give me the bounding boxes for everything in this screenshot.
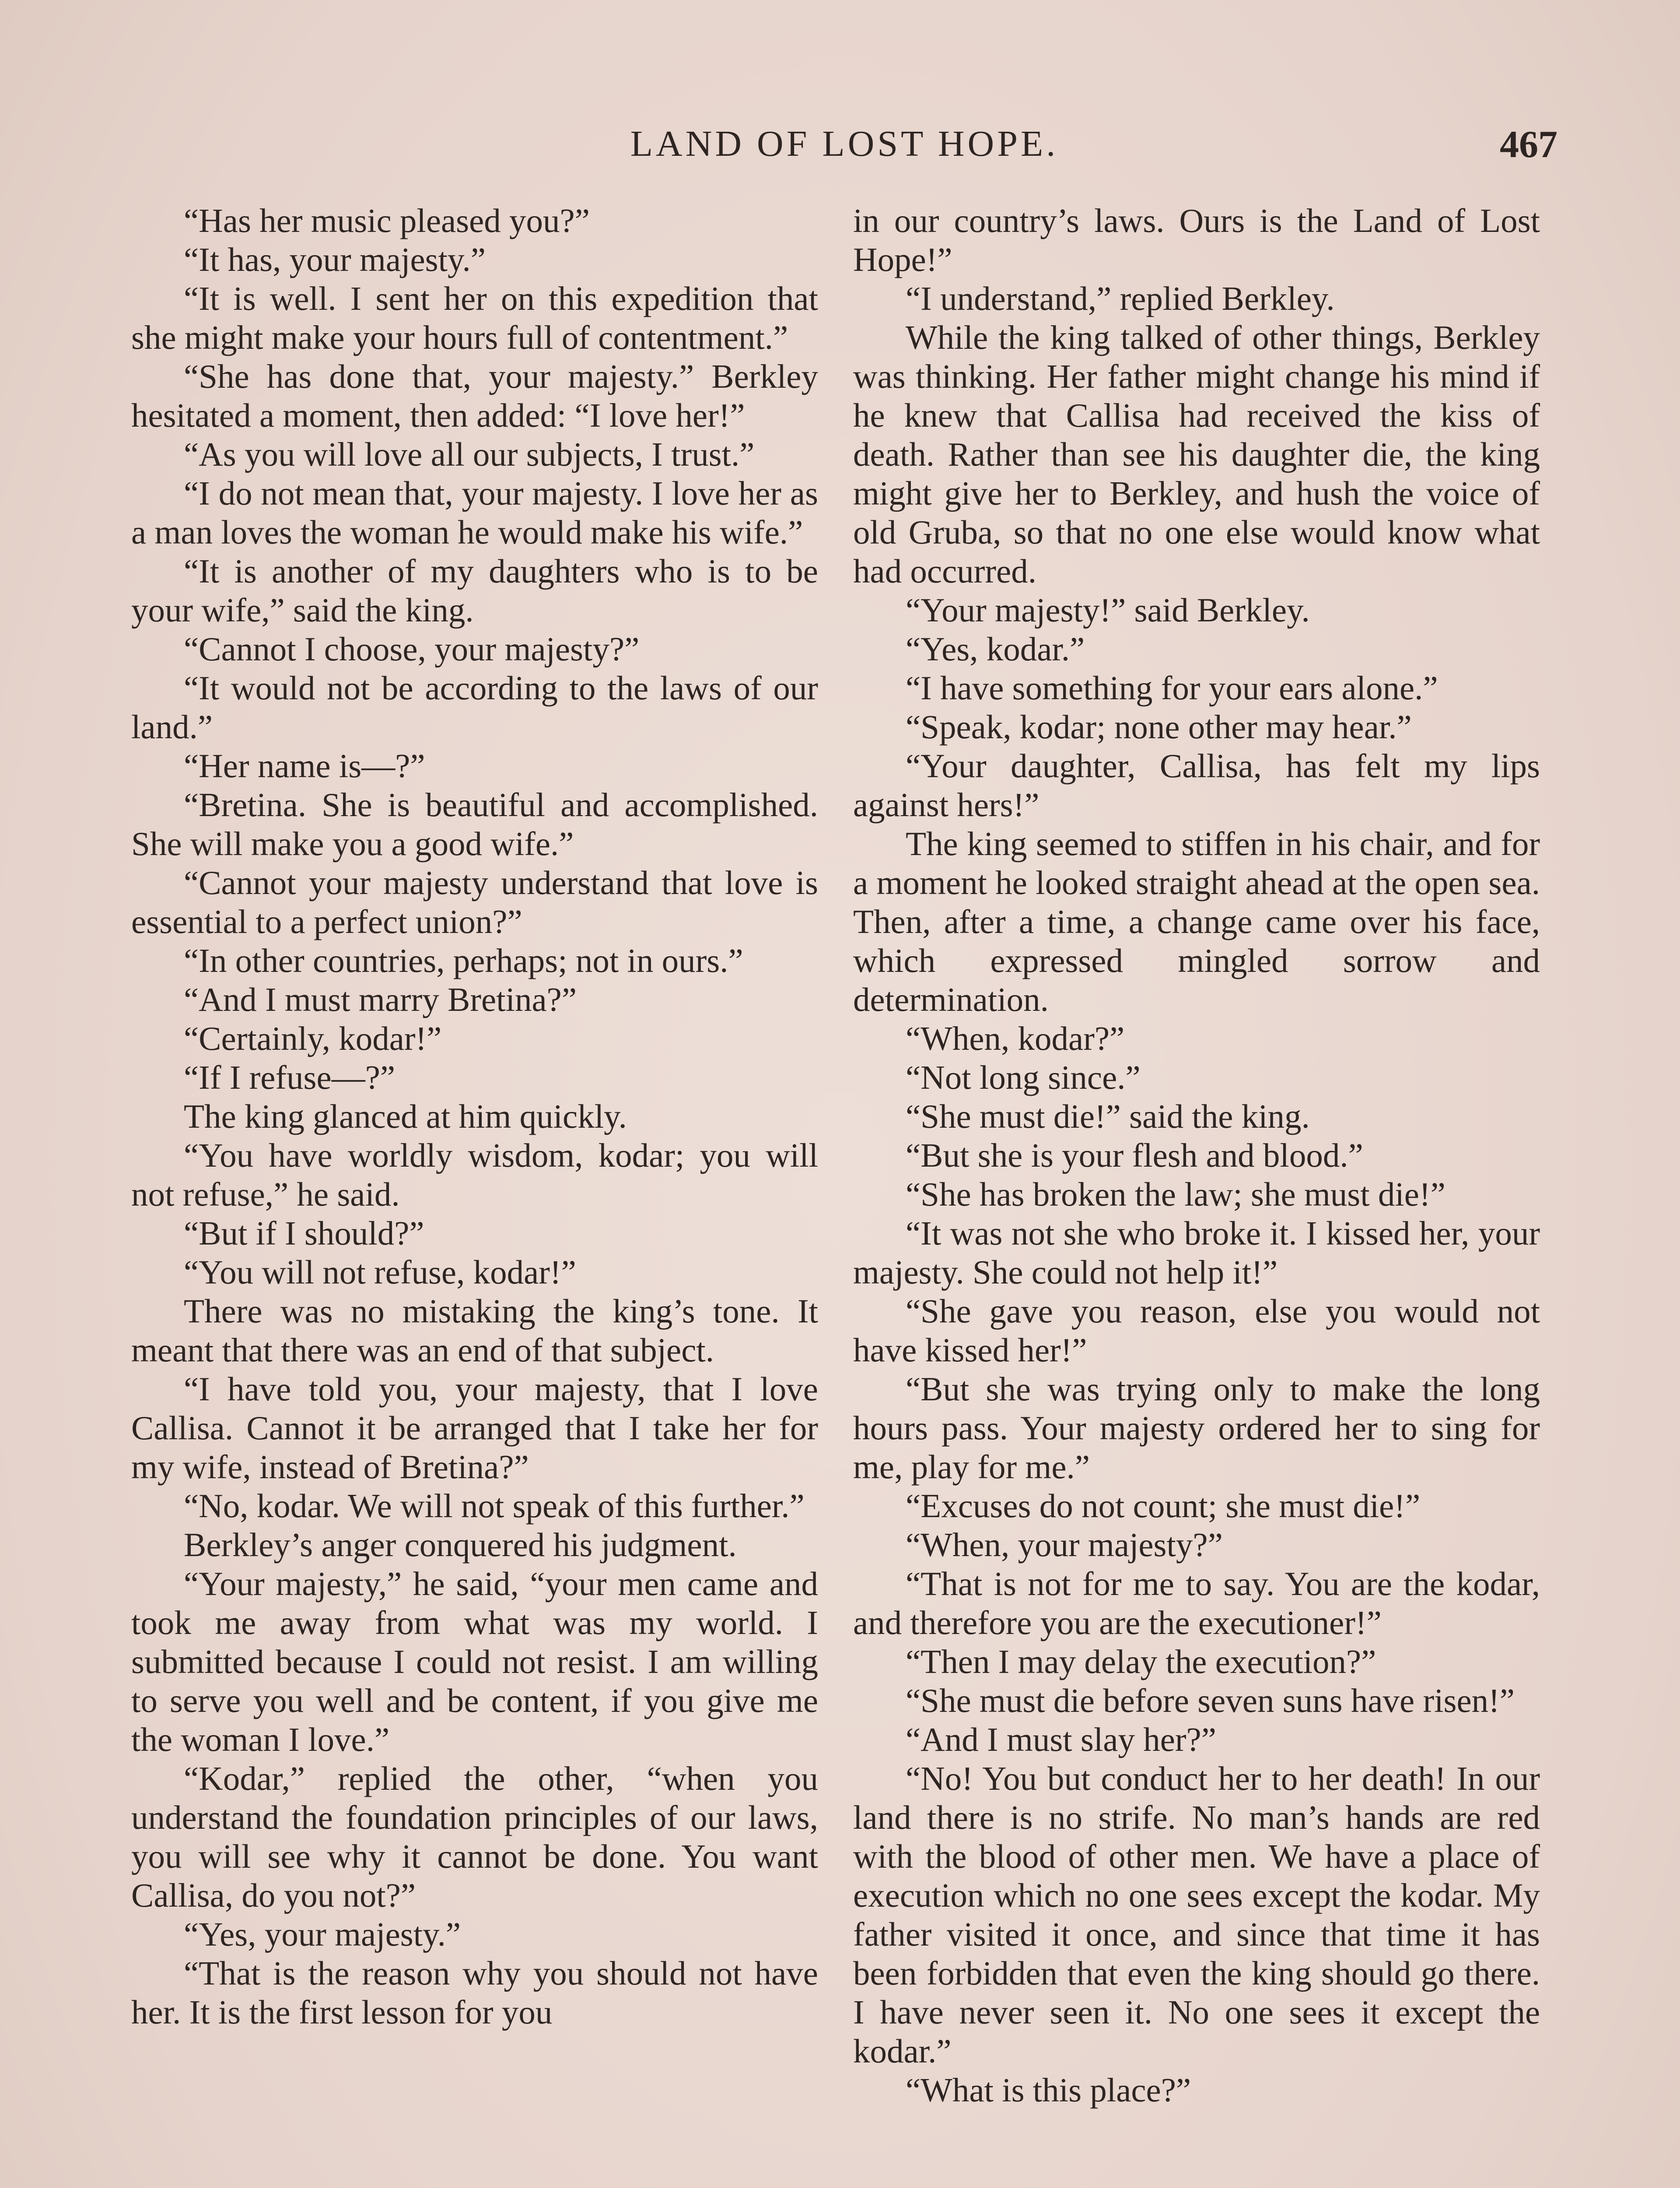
paragraph: “Has her music pleased you?” [184, 202, 590, 239]
paragraph: “Not long since.” [906, 1059, 1141, 1096]
paragraph: “Her name is—?” [184, 747, 425, 785]
paragraph: “No, kodar. We will not speak of this further.” [184, 1487, 805, 1525]
paragraph: “She must die before seven suns have risen!” [906, 1682, 1515, 1719]
paragraph: “It is well. I sent her on this expedition that she might make your hours full of contentment.” [131, 280, 818, 356]
paragraph: The king glanced at him quickly. [184, 1098, 627, 1135]
paragraph: “Speak, kodar; none other may hear.” [906, 708, 1412, 746]
paragraph: “It would not be according to the laws of our land.” [131, 669, 818, 746]
paragraph: “Certainly, kodar!” [184, 1020, 442, 1057]
paragraph: “But if I should?” [184, 1214, 424, 1252]
paragraph: “No! You but conduct her to her death! In our land there is no strife. No man’s hands are red with the blood of other men. We have a place of execution which no one sees except the kodar. My father visited it once, and since that time it has been forbidden that even the king should go there. I have never seen it. No one sees it except the kodar.” [853, 1760, 1540, 2070]
paragraph: “She gave you reason, else you would not have kissed her!” [853, 1292, 1540, 1369]
paragraph: Berkley’s anger conquered his judgment. [184, 1526, 737, 1564]
paragraph: “I have something for your ears alone.” [906, 669, 1438, 707]
page-header [131, 123, 1558, 179]
paragraph: “She has broken the law; she must die!” [906, 1175, 1446, 1213]
paragraph: “And I must marry Bretina?” [184, 981, 577, 1018]
paragraph: “I have told you, your majesty, that I love Callisa. Cannot it be arranged that I take her for my wife, instead of Bretina?” [131, 1370, 818, 1486]
paragraph: “Yes, kodar.” [906, 630, 1085, 668]
paragraph: “As you will love all our subjects, I trust.” [184, 435, 755, 473]
paragraph: “If I refuse—?” [184, 1059, 396, 1096]
paragraph: “You have worldly wisdom, kodar; you will not refuse,” he said. [131, 1136, 818, 1213]
paragraph: “Your majesty!” said Berkley. [906, 591, 1310, 629]
paragraph: There was no mistaking the king’s tone. It meant that there was an end of that subject. [131, 1292, 818, 1369]
paragraph: “You will not refuse, kodar!” [184, 1253, 576, 1291]
paragraph: “Excuses do not count; she must die!” [906, 1487, 1421, 1525]
paragraph: “It is another of my daughters who is to be your wife,” said the king. [131, 552, 818, 629]
paragraph: “That is not for me to say. You are the kodar, and therefore you are the executioner!” [853, 1565, 1540, 1641]
paragraph: “It was not she who broke it. I kissed her, your majesty. She could not help it!” [853, 1214, 1540, 1291]
paragraph: “Cannot your majesty understand that love is essential to a perfect union?” [131, 864, 818, 940]
text-column-left [131, 201, 818, 2032]
running-title: LAND OF LOST HOPE. [630, 123, 1059, 164]
paragraph: “Then I may delay the execution?” [906, 1643, 1376, 1680]
paragraph: “But she is your flesh and blood.” [906, 1136, 1363, 1174]
paragraph: “I understand,” replied Berkley. [906, 280, 1335, 317]
paragraph: The king seemed to stiffen in his chair, and for a moment he looked straight ahead at the open sea. Then, after a time, a change came over his face, which expressed mingled sorrow and determination. [853, 825, 1540, 1018]
paragraph: “Kodar,” replied the other, “when you understand the foundation principles of our laws, you will see why it cannot be done. You want Callisa, do you not?” [131, 1760, 818, 1914]
paragraph: “Yes, your majesty.” [184, 1915, 461, 1953]
paragraph: “That is the reason why you should not have her. It is the first lesson for you [131, 1954, 818, 2031]
paragraph: “And I must slay her?” [906, 1721, 1216, 1758]
paragraph: “When, kodar?” [906, 1020, 1125, 1057]
paragraph: “She must die!” said the king. [906, 1098, 1310, 1135]
paragraph: “She has done that, your majesty.” Berkley hesitated a moment, then added: “I love her!” [131, 358, 818, 434]
paragraph: “In other countries, perhaps; not in ours.” [184, 942, 743, 979]
page-number: 467 [1500, 123, 1558, 166]
paragraph: “Cannot I choose, your majesty?” [184, 630, 640, 668]
paragraph: “I do not mean that, your majesty. I love her as a man loves the woman he would make his wife.” [131, 474, 818, 551]
paragraph: “But she was trying only to make the long hours pass. Your majesty ordered her to sing for me, play for me.” [853, 1370, 1540, 1486]
paragraph: “Your majesty,” he said, “your men came and took me away from what was my world. I submitted because I could not resist. I am willing to serve you well and be content, if you give me the woman I love.” [131, 1565, 818, 1758]
paragraph: “Your daughter, Callisa, has felt my lips against hers!” [853, 747, 1540, 824]
paragraph: “It has, your majesty.” [184, 241, 486, 278]
paragraph: While the king talked of other things, Berkley was thinking. Her father might change his mind if he knew that Callisa had received the kiss of death. Rather than see his daughter die, the king might give her to Berkley, and hush the voice of old Gruba, so that no one else would know what had occurred. [853, 319, 1540, 590]
paragraph: “Bretina. She is beautiful and accomplished. She will make you a good wife.” [131, 786, 818, 863]
paragraph: “When, your majesty?” [906, 1526, 1223, 1564]
paragraph: in our country’s laws. Ours is the Land of Lost Hope!” [853, 202, 1540, 278]
text-column-right [853, 201, 1540, 2110]
paragraph: “What is this place?” [906, 2071, 1191, 2109]
